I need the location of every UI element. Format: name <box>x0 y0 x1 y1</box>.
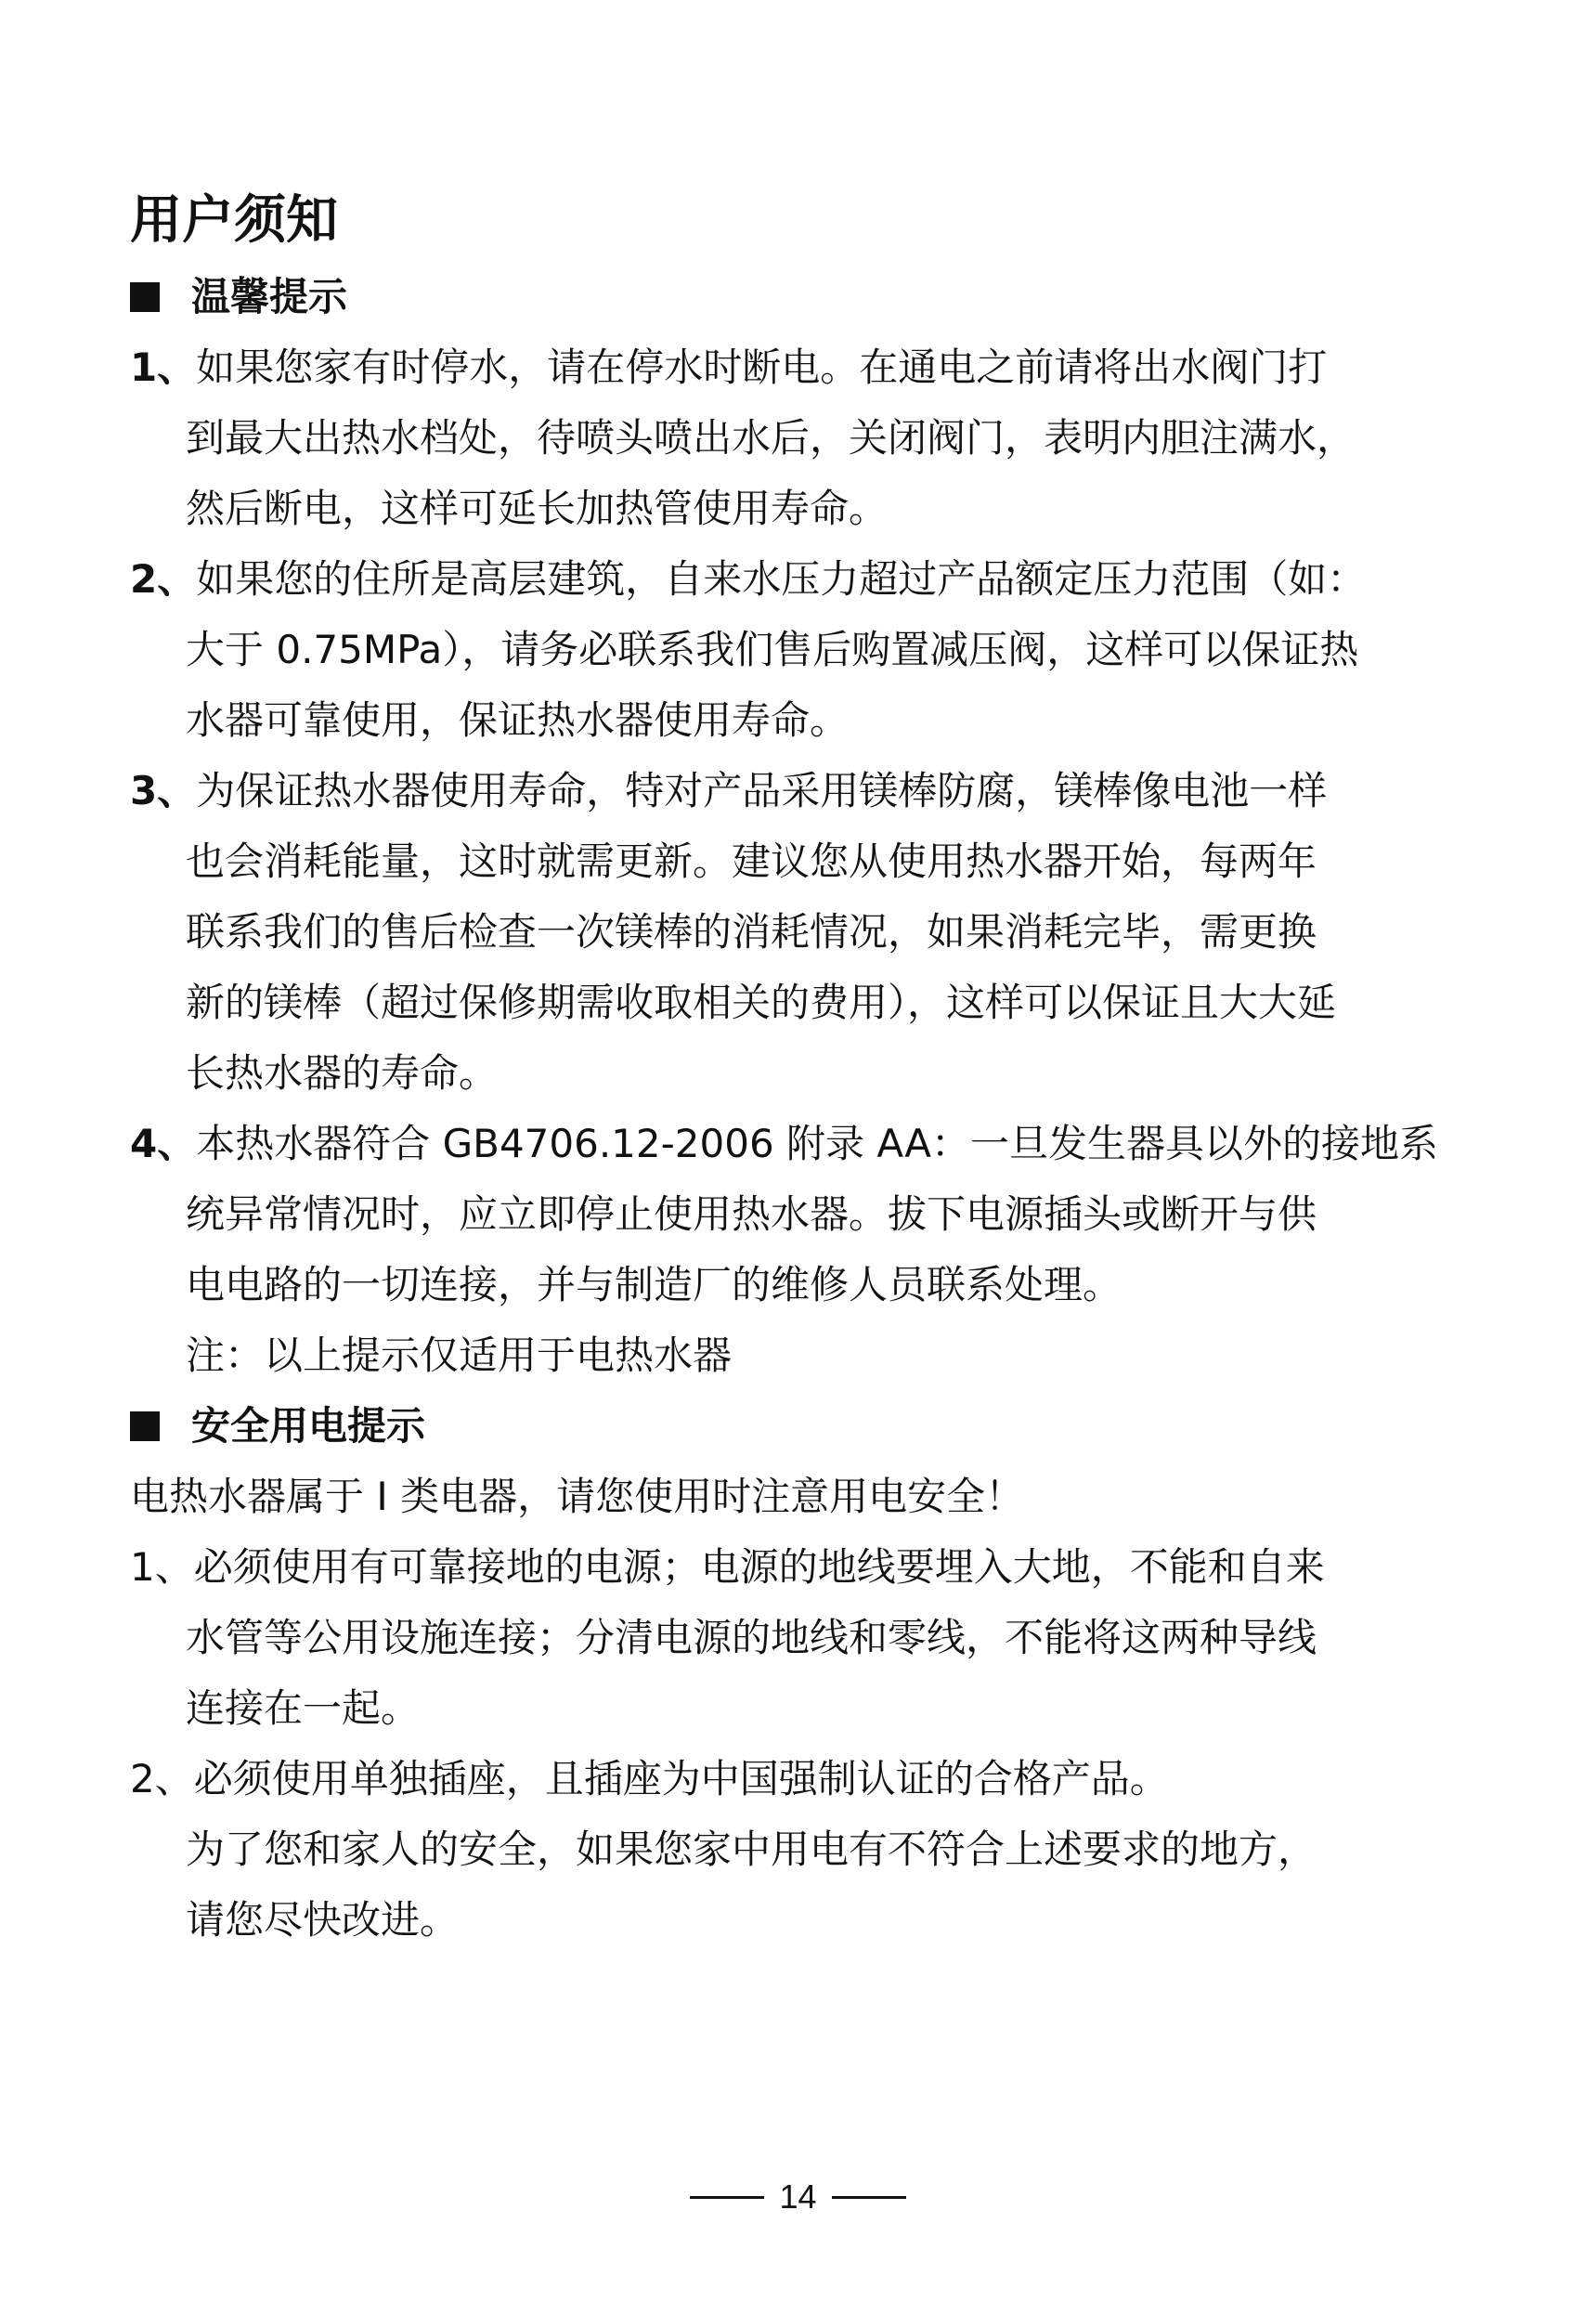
section-heading-electric-safety <box>130 1391 1467 1462</box>
item-text-line: 如果您家有时停水，请在停水时断电。在通电之前请将出水阀门打 <box>196 344 1328 390</box>
item-text-line: 统异常情况时，应立即停止使用热水器。拔下电源插头或断开与供 <box>186 1191 1317 1237</box>
list-item <box>130 1109 1467 1320</box>
section-heading-label: 安全用电提示 <box>191 1403 426 1449</box>
item-text-line: 大于 0.75MPa），请务必联系我们售后购置减压阀，这样可以保证热 <box>186 627 1359 672</box>
page-number: 14 <box>779 2178 817 2216</box>
item-text-line: 水管等公用设施连接；分清电源的地线和零线，不能将这两种导线 <box>186 1615 1317 1660</box>
closing-text-line: 请您尽快改进。 <box>186 1897 460 1943</box>
item-number: 1、 <box>130 1544 194 1590</box>
item-text-line: 本热水器符合 GB4706.12-2006 附录 AA：一旦发生器具以外的接地系 <box>196 1121 1439 1166</box>
item-text-line: 长热水器的寿命。 <box>186 1050 499 1096</box>
list-item <box>130 332 1467 544</box>
footer-dash-right <box>832 2196 906 2199</box>
item-number: 2、 <box>130 1756 194 1801</box>
item-text-line: 必须使用单独插座，且插座为中国强制认证的合格产品。 <box>193 1756 1169 1801</box>
item-text-line: 水器可靠使用，保证热水器使用寿命。 <box>186 697 850 743</box>
item-text-line: 必须使用有可靠接地的电源；电源的地线要埋入大地，不能和自来 <box>193 1544 1325 1590</box>
footer-dash-left <box>690 2196 764 2199</box>
item-text-line: 联系我们的售后检查一次镁棒的消耗情况，如果消耗完毕，需更换 <box>186 909 1317 955</box>
item-number: 1、 <box>130 344 197 390</box>
document-page <box>130 186 1467 1956</box>
item-text-line: 到最大出热水档处，待喷头喷出水后，关闭阀门，表明内胆注满水， <box>186 415 1356 461</box>
item-text-line: 也会消耗能量，这时就需更新。建议您从使用热水器开始，每两年 <box>186 838 1317 884</box>
section-heading-warm-tips <box>130 262 1467 332</box>
item-number: 4、 <box>130 1121 197 1166</box>
item-text-line: 新的镁棒（超过保修期需收取相关的费用），这样可以保证且大大延 <box>186 980 1337 1025</box>
black-square-icon <box>130 1411 160 1441</box>
page-footer <box>0 2178 1596 2216</box>
item-text-line: 如果您的住所是高层建筑，自来水压力超过产品额定压力范围（如： <box>196 556 1367 602</box>
item-text-line: 为保证热水器使用寿命，特对产品采用镁棒防腐，镁棒像电池一样 <box>196 768 1328 813</box>
item-text-line: 然后断电，这样可延长加热管使用寿命。 <box>186 486 889 531</box>
item-text-line: 电电路的一切连接，并与制造厂的维修人员联系处理。 <box>186 1262 1122 1307</box>
closing-text-line: 为了您和家人的安全，如果您家中用电有不符合上述要求的地方， <box>186 1826 1317 1872</box>
page-title: 用户须知 <box>130 190 338 251</box>
list-item <box>130 1532 1467 1744</box>
item-number: 2、 <box>130 556 197 602</box>
list-item <box>130 544 1467 756</box>
black-square-icon <box>130 282 160 312</box>
item-number: 3、 <box>130 768 197 813</box>
note-text: 注：以上提示仅适用于电热水器 <box>186 1332 733 1378</box>
item-text-line: 连接在一起。 <box>186 1685 421 1731</box>
section-intro: 电热水器属于 I 类电器，请您使用时注意用电安全！ <box>130 1474 1025 1519</box>
list-item <box>130 756 1467 1109</box>
section-heading-label: 温馨提示 <box>191 274 348 319</box>
list-item <box>130 1744 1467 1814</box>
